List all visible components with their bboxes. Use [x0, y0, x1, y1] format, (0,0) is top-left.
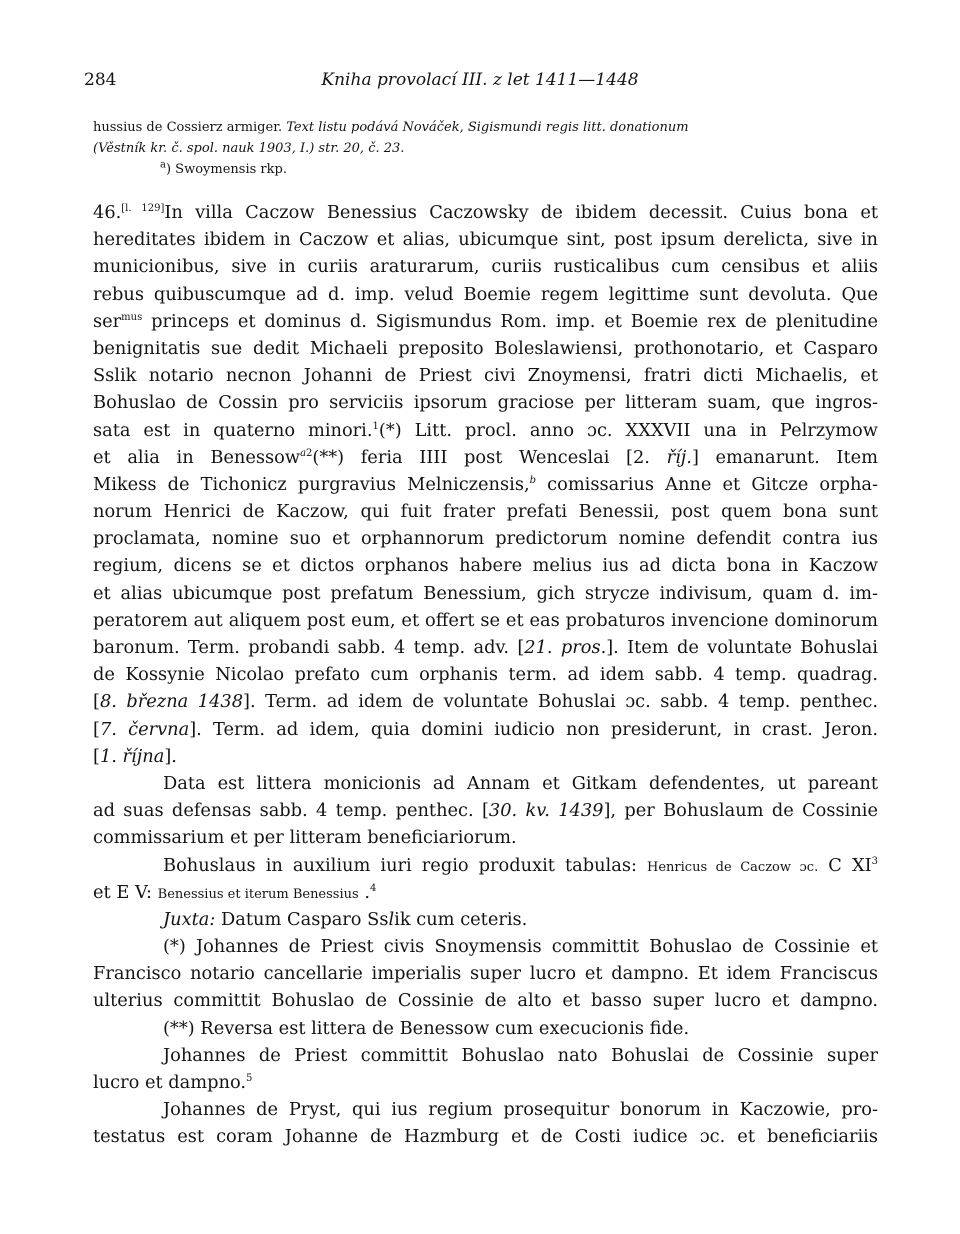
- note-line-1: [93, 118, 878, 138]
- text-line: lucro et dampno.$^5$: [93, 1072, 253, 1093]
- text-line: Johannes de Pryst, qui ius regium prosequitur bonorum in Kaczowie, pro-: [163, 1099, 878, 1121]
- note-text: hussius de Cossierz armiger.: [93, 120, 287, 135]
- text-line: Juxta: Datum Casparo Sslik cum ceteris.: [163, 908, 528, 930]
- text-line: ad suas defensas sabb. 4 temp. penthec. [30. kv. 1439], per Bohuslaum de Cossinie: [93, 800, 878, 822]
- running-head: [84, 70, 876, 94]
- note-marker: a: [160, 159, 166, 171]
- text-line: 46.[l. 129]In villa Caczow Benessius Caczowsky de ibidem decessit. Cuius bona et: [93, 202, 878, 223]
- text-line: baronum. Term. probandi sabb. 4 temp. adv. [21. pros.]. Item de voluntate Bohuslai: [93, 637, 878, 658]
- note-line-3: [160, 160, 945, 180]
- text-line: benignitatis sue dedit Michaeli preposito Boleslawiensi, prothonotario, et Casparo: [93, 337, 878, 359]
- note-italic-text: (Věstník kr. č. spol. nauk 1903, I.) str. 20, č. 23.: [93, 141, 405, 156]
- text-line: [7. června]. Term. ad idem, quia domini iudicio non presiderunt, in crast. Jeron.: [93, 718, 879, 740]
- text-line: et E V: Benessius et iterum Benessius .$^4$: [93, 881, 377, 903]
- text-line: norum Henrici de Kaczow, qui fuit frater prefati Benessii, post quem bona sunt: [93, 501, 878, 523]
- text-line: Sslik notario necnon Johanni de Priest civi Znoymensi, fratri dicti Michaelis, et: [93, 365, 878, 387]
- folio-reference: [l. 129]: [121, 203, 165, 215]
- note-text: ) Swoymensis rkp.: [165, 162, 287, 177]
- text-line: Bohuslaus in auxilium iuri regio produxit tabulas: Henricus de Caczow ɔc. C $XI^3$: [163, 854, 878, 876]
- text-line: proclamata, nomine suo et orphannorum predictorum nomine defendit contra ius: [93, 528, 878, 550]
- text-line: peratorem aut aliquem post eum, et offert se et eas probaturos invencione dominorum: [93, 609, 878, 631]
- text-line: municionibus, sive in curiis araturarum, curiis rusticalibus cum censibus et aliis: [93, 256, 878, 278]
- entry-number: 46.: [93, 202, 122, 223]
- text-line: (*) Johannes de Priest civis Snoymensis committit Bohuslao de Cossinie et: [163, 936, 878, 958]
- text-line: Johannes de Priest committit Bohuslao nato Bohuslai de Cossinie super: [163, 1044, 878, 1066]
- text-line: commissarium et per litteram beneficiariorum.: [93, 827, 517, 849]
- text-line: ulterius committit Bohuslao de Cossinie de alto et basso super lucro et dampno.: [93, 990, 878, 1012]
- footnote-ref: 2: [306, 447, 313, 459]
- footnote-ref: 1: [372, 420, 379, 432]
- text-line: ser$^{mus}$ princeps et dominus d. Sigismundus Rom. imp. et Boemie rex de plenitudine: [93, 310, 878, 332]
- text-line: rebus quibuscumque ad d. imp. velud Boemie regem legittime sunt devoluta. Que: [93, 283, 878, 305]
- main-text: [93, 199, 878, 1151]
- text-line: testatus est coram Johanne de Hazmburg et de Costi iudice ɔc. et beneficiariis: [93, 1126, 878, 1148]
- text-line: [1. října].: [93, 745, 177, 767]
- running-title: Kniha provolací III. z let 1411—1448: [321, 70, 639, 90]
- text-line: Mikess de Tichonicz purgravius Melniczensis,$^b$ comissarius Anne et Gitcze orpha-: [93, 473, 879, 495]
- text-line: Francisco notario cancellarie imperialis super lucro et dampno. Et idem Franciscus: [93, 963, 878, 985]
- text-line: sata est in quaterno minori.$^1$(*) Litt. procl. anno ɔc. XXXVII una in Pelrzymow: [93, 419, 878, 441]
- page-number: 284: [84, 70, 117, 90]
- text-line: et alias ubicumque post prefatum Benessium, gich strycze indivisum, quam d. im-: [93, 582, 878, 604]
- text-line: [8. března 1438]. Term. ad idem de voluntate Bohuslai ɔc. sabb. 4 temp. penthec.: [93, 691, 878, 713]
- text-line: Data est littera monicionis ad Annam et Gitkam defendentes, ut pareant: [163, 772, 878, 794]
- text-line: de Kossynie Nicolao prefato cum orphanis term. ad idem sabb. 4 temp. quadrag.: [93, 664, 878, 686]
- text-line: et alia in Benessow$^{a2}$(**) feria IIII post Wenceslai [2. říj.] emanarunt. Item: [93, 446, 878, 468]
- note-italic-text: Text listu podává Nováček, Sigismundi regis litt. donationum: [286, 120, 689, 135]
- text-line: Bohuslao de Cossin pro serviciis ipsorum graciose per litteram suam, que ingros-: [93, 392, 878, 414]
- text-line: hereditates ibidem in Caczow et alias, ubicumque sint, post ipsum derelicta, sive in: [93, 229, 878, 251]
- note-line-2: [93, 139, 878, 159]
- text-line: regium, dicens se et dictos orphanos habere melius ius ad dicta bona in Kaczow: [93, 555, 878, 577]
- text-line: (**) Reversa est littera de Benessow cum execucionis fide.: [163, 1017, 690, 1039]
